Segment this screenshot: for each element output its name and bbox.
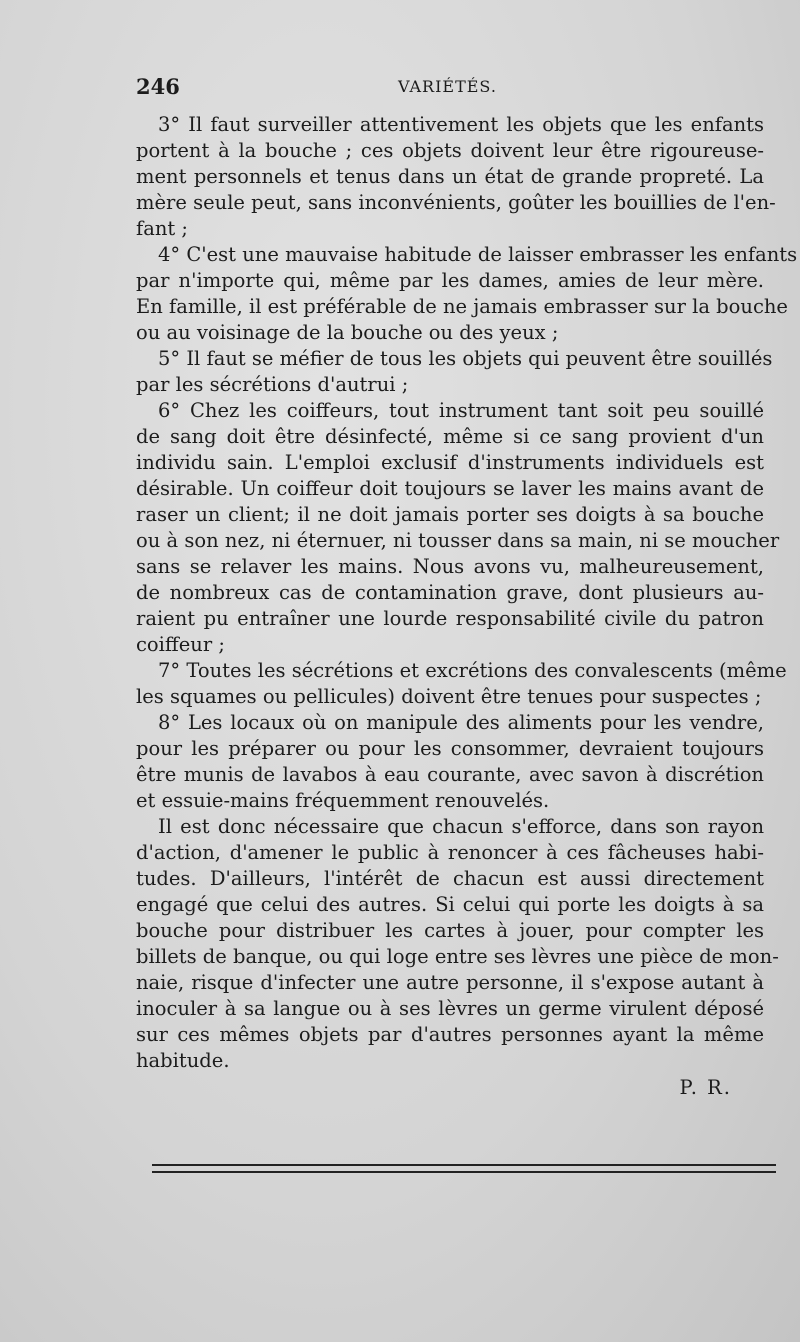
text-line: billets de banque, ou qui loge entre ses lèvres une pièce de mon- xyxy=(136,945,779,968)
text-line: 5° Il faut se méfier de tous les objets qui peuvent être souillés xyxy=(158,347,773,370)
text-line: par n'importe qui, même par les dames, amies de leur mère. xyxy=(136,269,764,292)
text-line: inoculer à sa langue ou à ses lèvres un germe virulent déposé xyxy=(136,997,764,1020)
text-line: portent à la bouche ; ces objets doivent leur être rigoureuse- xyxy=(136,139,764,162)
text-line: par les sécrétions d'autrui ; xyxy=(136,373,409,396)
text-line: 3° Il faut surveiller attentivement les objets que les enfants xyxy=(158,113,764,136)
running-header xyxy=(136,74,756,102)
footer-rule-top xyxy=(152,1164,776,1166)
text-line: ou à son nez, ni éternuer, ni tousser dans sa main, ni se moucher xyxy=(136,529,780,552)
text-line: sans se relaver les mains. Nous avons vu, malheureusement, xyxy=(136,555,764,578)
text-line: d'action, d'amener le public à renoncer à ces fâcheuses habi- xyxy=(136,841,764,864)
text-line: 4° C'est une mauvaise habitude de laisser embrasser les enfants xyxy=(158,243,798,266)
text-line: être munis de lavabos à eau courante, avec savon à discrétion xyxy=(136,763,764,786)
text-line: coiffeur ; xyxy=(136,633,225,656)
text-line: de nombreux cas de contamination grave, dont plusieurs au- xyxy=(136,581,764,604)
text-line: tudes. D'ailleurs, l'intérêt de chacun est aussi directement xyxy=(136,867,764,890)
text-line: pour les préparer ou pour les consommer, devraient toujours xyxy=(136,737,764,760)
footer-rule-bottom xyxy=(152,1171,776,1173)
text-line: bouche pour distribuer les cartes à jouer, pour compter les xyxy=(136,919,764,942)
text-line: les squames ou pellicules) doivent être tenues pour suspectes ; xyxy=(136,685,762,708)
text-line: individu sain. L'emploi exclusif d'instruments individuels est xyxy=(136,451,764,474)
body-text xyxy=(136,112,798,1074)
text-line: fant ; xyxy=(136,217,189,240)
text-line: ou au voisinage de la bouche ou des yeux ; xyxy=(136,321,559,344)
text-line: raser un client; il ne doit jamais porter ses doigts à sa bouche xyxy=(136,503,764,526)
text-line: 7° Toutes les sécrétions et excrétions des convalescents (même xyxy=(158,659,787,682)
text-line: naie, risque d'infecter une autre personne, il s'expose autant à xyxy=(136,971,764,994)
text-line: sur ces mêmes objets par d'autres personnes ayant la même xyxy=(136,1023,764,1046)
text-line: Il est donc nécessaire que chacun s'efforce, dans son rayon xyxy=(158,815,764,838)
text-line: 6° Chez les coiffeurs, tout instrument tant soit peu souillé xyxy=(158,399,764,422)
text-line: habitude. xyxy=(136,1049,230,1072)
text-line: 8° Les locaux où on manipule des aliments pour les vendre, xyxy=(158,711,764,734)
text-line: de sang doit être désinfecté, même si ce sang provient d'un xyxy=(136,425,764,448)
page-number: 246 xyxy=(136,74,180,99)
signature: P. R. xyxy=(679,1076,732,1099)
text-line: désirable. Un coiffeur doit toujours se laver les mains avant de xyxy=(136,477,764,500)
text-line: mère seule peut, sans inconvénients, goûter les bouillies de l'en- xyxy=(136,191,776,214)
text-line: En famille, il est préférable de ne jamais embrasser sur la bouche xyxy=(136,295,788,318)
text-line: ment personnels et tenus dans un état de grande propreté. La xyxy=(136,165,764,188)
text-line: raient pu entraîner une lourde responsabilité civile du patron xyxy=(136,607,764,630)
running-title: VARIÉTÉS. xyxy=(398,77,497,96)
text-line: et essuie-mains fréquemment renouvelés. xyxy=(136,789,550,812)
text-line: engagé que celui des autres. Si celui qui porte les doigts à sa xyxy=(136,893,764,916)
